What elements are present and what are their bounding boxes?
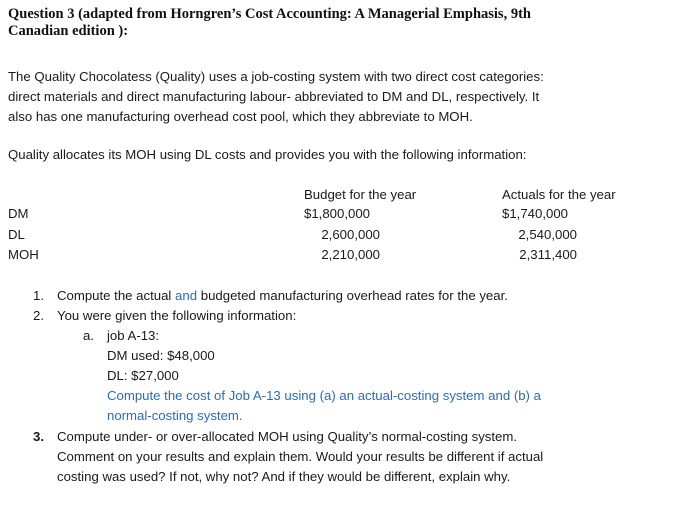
intro-line-3: also has one manufacturing overhead cost pool, which they abbreviate to MOH. xyxy=(8,109,473,124)
row-dm-budget: $1,800,000 xyxy=(304,206,371,221)
compute-line-2: normal-costing system. xyxy=(107,408,243,423)
question-1 xyxy=(33,286,673,306)
question-3 xyxy=(33,427,673,489)
row-moh-actual: 2,311,400 xyxy=(519,247,577,262)
question-3-line-3: costing was used? If not, why not? And if they would be different, explain why. xyxy=(57,469,511,484)
subitem-letter-a: a. xyxy=(83,328,94,343)
question-3-text xyxy=(57,427,672,487)
row-label-dl: DL xyxy=(8,227,25,242)
header-budget: Budget for the year xyxy=(304,187,417,202)
intro-line-1: The Quality Chocolatess (Quality) uses a job-costing system with two direct cost categories: xyxy=(8,69,544,84)
row-dl-actual: 2,540,000 xyxy=(518,227,577,242)
title-line-2: Canadian edition ): xyxy=(8,23,129,39)
question-1-part-1: Compute the actual xyxy=(57,288,172,303)
question-1-and: and xyxy=(175,288,198,303)
question-2-number: 2. xyxy=(33,308,44,323)
question-2-text: You were given the following information: xyxy=(57,308,297,323)
header-actual: Actuals for the year xyxy=(502,187,616,202)
question-1-number: 1. xyxy=(33,288,44,303)
row-label-moh: MOH xyxy=(8,247,39,262)
row-moh-budget: 2,210,000 xyxy=(321,247,380,262)
question-2 xyxy=(33,306,673,326)
intro-paragraph xyxy=(8,67,673,127)
intro-line-2: direct materials and direct manufacturing labour- abbreviated to DM and DL, respectively. It xyxy=(8,89,540,104)
job-label: job A-13: xyxy=(107,328,160,343)
allocation-paragraph: Quality allocates its MOH using DL costs and provides you with the following information: xyxy=(8,147,527,162)
question-title xyxy=(8,6,668,40)
row-dm-actual: $1,740,000 xyxy=(502,206,569,221)
question-3-line-2: Comment on your results and explain them. Would your results be different if actual xyxy=(57,449,544,464)
question-1-text xyxy=(57,286,672,306)
job-dl: DL: $27,000 xyxy=(107,368,179,383)
row-dl-budget: 2,600,000 xyxy=(321,227,380,242)
row-label-dm: DM xyxy=(8,206,29,221)
title-line-1: Question 3 (adapted from Horngren’s Cost Accounting: A Managerial Emphasis, 9th xyxy=(8,6,531,22)
compute-line-1: Compute the cost of Job A-13 using (a) an actual-costing system and (b) a xyxy=(107,388,541,403)
question-3-line-1: Compute under- or over-allocated MOH using Quality’s normal-costing system. xyxy=(57,429,518,444)
question-3-number: 3. xyxy=(33,429,44,444)
job-dm-used: DM used: $48,000 xyxy=(107,348,215,363)
question-1-part-2: budgeted manufacturing overhead rates for the year. xyxy=(200,288,508,303)
